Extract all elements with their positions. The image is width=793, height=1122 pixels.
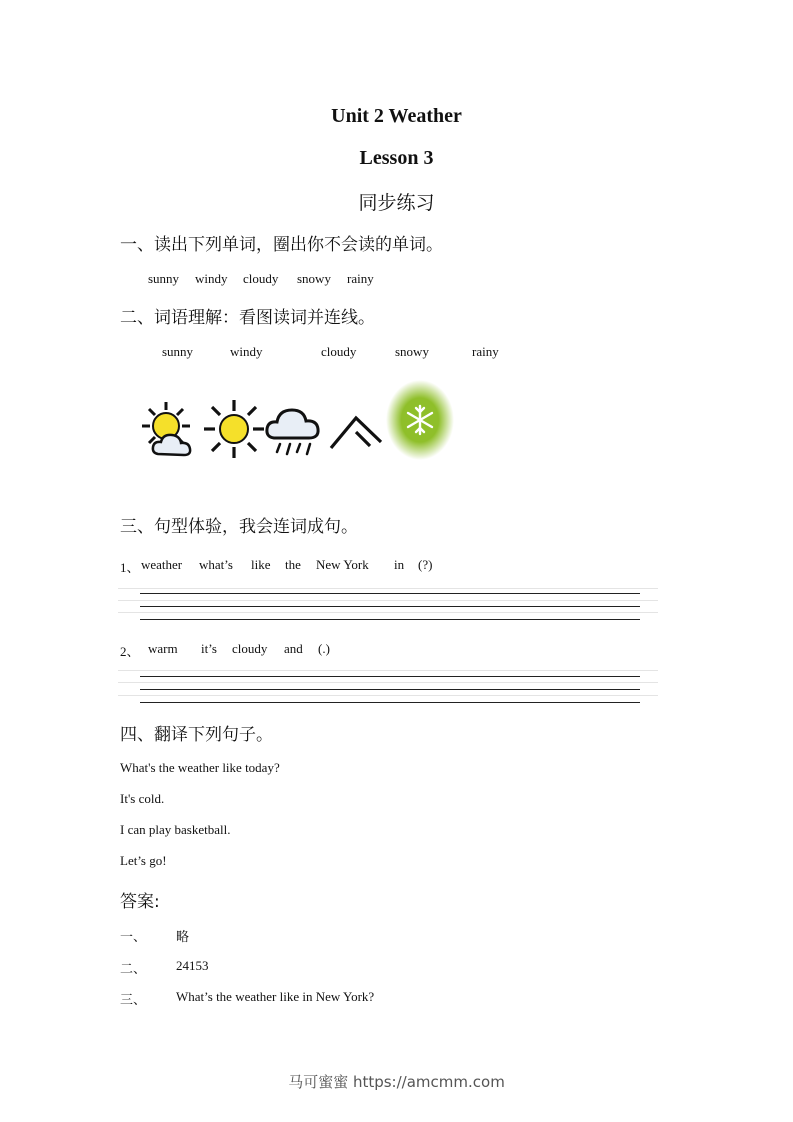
scrambled-word: (.) <box>318 641 330 656</box>
section1-word: cloudy <box>243 271 279 286</box>
item-number: 2、 <box>120 644 140 659</box>
writing-lines[interactable] <box>118 670 658 708</box>
answer-text: What’s the weather like in New York? <box>176 989 375 1004</box>
answer-number: 一、 <box>120 930 147 945</box>
scrambled-word: in <box>394 557 405 572</box>
section1-word: rainy <box>347 271 374 286</box>
scrambled-word: (?) <box>418 557 433 572</box>
scrambled-word: the <box>285 557 301 572</box>
section2-word: windy <box>230 344 263 359</box>
scrambled-word: New York <box>316 557 369 572</box>
section2-word: cloudy <box>321 344 357 359</box>
scrambled-word: what’s <box>199 557 233 572</box>
wind-icon <box>328 412 384 452</box>
section2-word: snowy <box>395 344 429 359</box>
section2-word: sunny <box>162 344 194 359</box>
sentence: It's cold. <box>120 791 165 806</box>
scrambled-word: warm <box>148 641 178 656</box>
rain-cloud-icon <box>264 404 322 460</box>
snowflake-icon <box>386 380 454 460</box>
section3-heading: 三、句型体验，我会连词成句。 <box>120 517 358 537</box>
scrambled-word: like <box>251 557 271 572</box>
sun-icon <box>202 398 266 460</box>
scrambled-word: cloudy <box>232 641 268 656</box>
answer-number: 三、 <box>120 993 147 1008</box>
section4-heading: 四、翻译下列句子。 <box>120 725 273 745</box>
lesson-title: Lesson 3 <box>359 147 434 169</box>
scrambled-word: weather <box>141 557 183 572</box>
writing-lines[interactable] <box>118 588 658 624</box>
page-title: Unit 2 Weather <box>331 105 462 127</box>
section1-word: sunny <box>148 271 180 286</box>
footer-watermark[interactable]: 马可蜜蜜 https://amcmm.com <box>288 1073 505 1091</box>
sentence: I can play basketball. <box>120 822 231 837</box>
sun-cloud-icon <box>138 398 204 464</box>
scrambled-word: it’s <box>201 641 217 656</box>
answer-text: 24153 <box>176 958 209 973</box>
scrambled-word: and <box>284 641 303 656</box>
answer-number: 二、 <box>120 962 147 977</box>
subtitle: 同步练习 <box>358 192 435 214</box>
answer-text: 略 <box>176 930 190 945</box>
sentence: What's the weather like today? <box>120 760 280 775</box>
section2-heading: 二、词语理解：看图读词并连线。 <box>120 308 375 328</box>
section2-word: rainy <box>472 344 499 359</box>
answers-heading: 答案: <box>120 892 160 912</box>
section1-word: windy <box>195 271 228 286</box>
item-number: 1、 <box>120 560 140 575</box>
sentence: Let’s go! <box>120 853 167 868</box>
section1-word: snowy <box>297 271 331 286</box>
section1-heading: 一、读出下列单词，圈出你不会读的单词。 <box>120 235 443 255</box>
